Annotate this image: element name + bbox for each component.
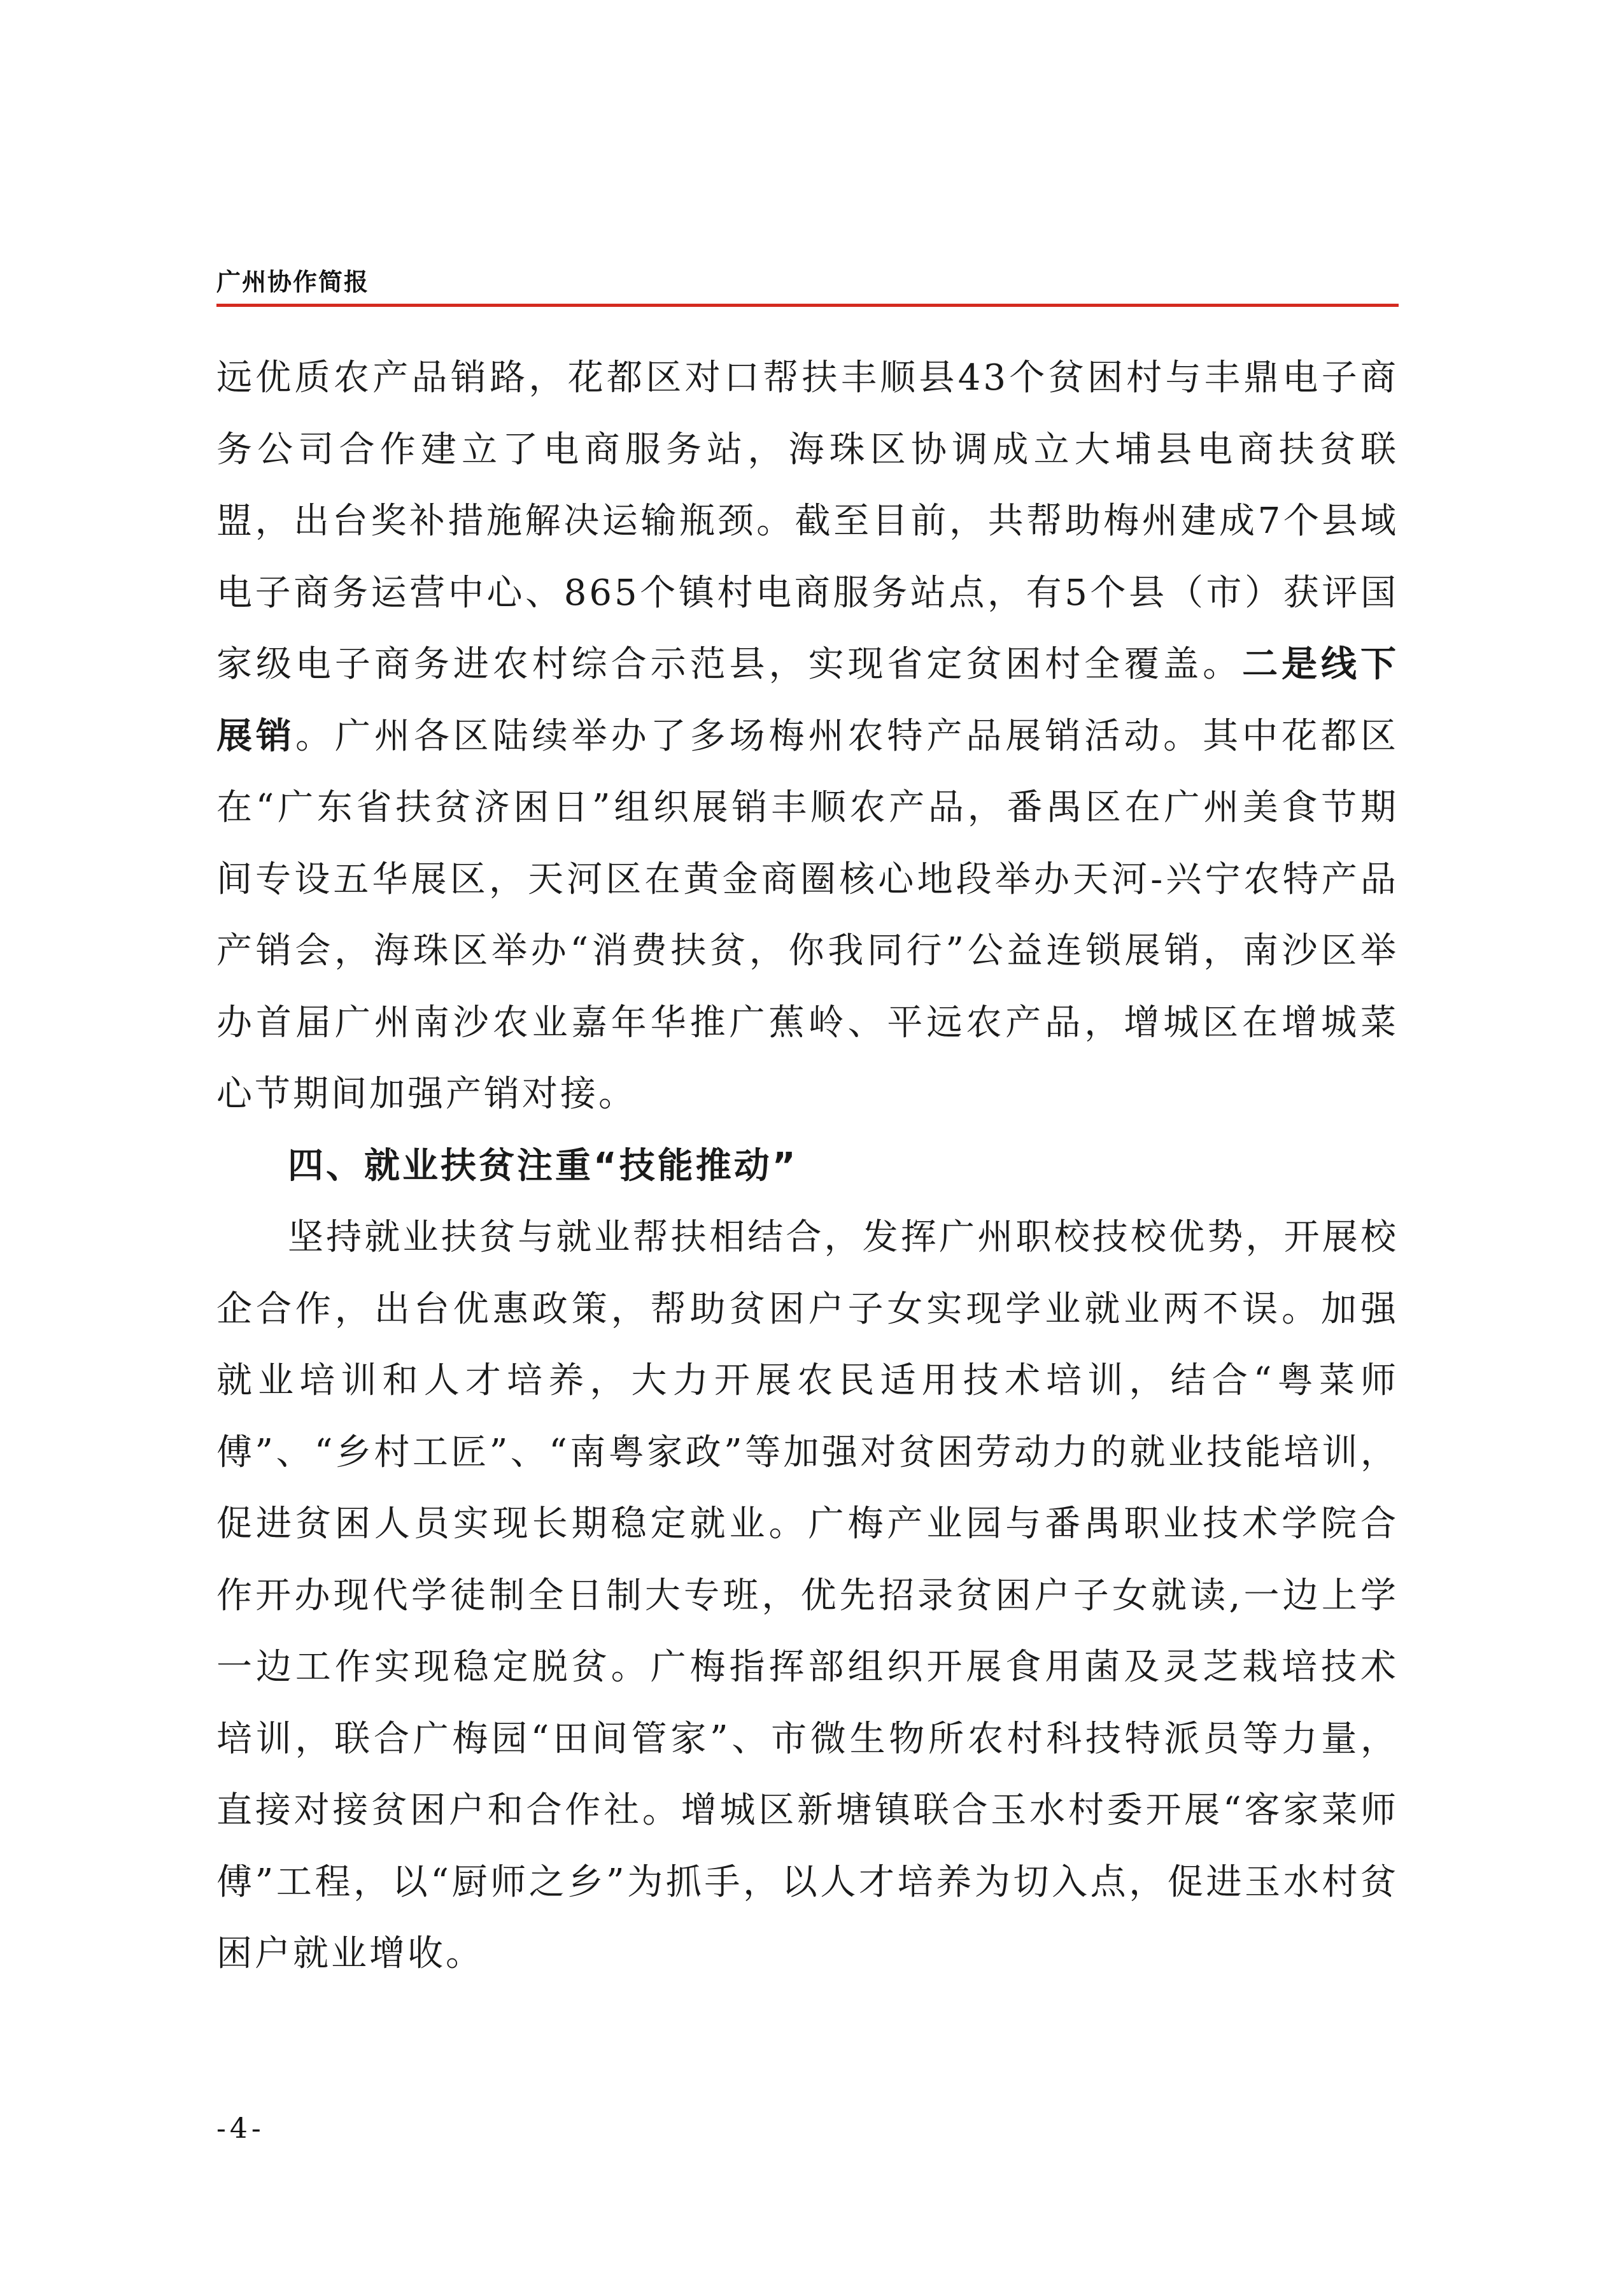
page-number: -4- — [216, 2112, 265, 2145]
paragraph-1-part-1: 远优质农产品销路，花都区对口帮扶丰顺县43个贫困村与丰鼎电子商务公司合作建立了电商服务站，海珠区协调成立大埔县电商扶贫联盟，出台奖补措施解决运输瓶颈。截至目前，共帮助梅州建成7个县域电子商务运营中心、865个镇村电商服务站点，有5个县（市）获评国家级电子商务进农村综合示范县，实现省定贫困村全覆盖。 — [216, 357, 1399, 685]
paragraph-1-bold-lead: 二是线下展销 — [216, 644, 1399, 757]
paragraph-1-part-2: 。广州各区陆续举办了多场梅州农特产品展销活动。其中花都区在“广东省扶贫济困日”组织展销丰顺农产品，番禺区在广州美食节期间专设五华展区，天河区在黄金商圈核心地段举办天河-兴宁农特产品产销会，海珠区举办“消费扶贫，你我同行”公益连锁展销，南沙区举办首届广州南沙农业嘉年华推广蕉岭、平远农产品，增城区在增城菜心节期间加强产销对接。 — [216, 715, 1399, 1115]
body-text — [216, 343, 1399, 1990]
paragraph-1 — [216, 343, 1399, 1131]
header-rule — [216, 304, 1399, 307]
section-heading: 四、就业扶贫注重“技能推动” — [288, 1145, 798, 1187]
header-title: 广州协作简报 — [216, 267, 370, 296]
paragraph-2: 坚持就业扶贫与就业帮扶相结合，发挥广州职校技校优势，开展校企合作，出台优惠政策，帮助贫困户子女实现学业就业两不误。加强就业培训和人才培养，大力开展农民适用技术培训，结合“粤菜师傅”、“乡村工匠”、“南粤家政”等加强对贫困劳动力的就业技能培训，促进贫困人员实现长期稳定就业。广梅产业园与番禺职业技术学院合作开办现代学徒制全日制大专班，优先招录贫困户子女就读,一边上学一边工作实现稳定脱贫。广梅指挥部组织开展食用菌及灵芝栽培技术培训，联合广梅园“田间管家”、市微生物所农村科技特派员等力量，直接对接贫困户和合作社。增城区新塘镇联合玉水村委开展“客家菜师傅”工程，以“厨师之乡”为抓手，以人才培养为切入点，促进玉水村贫困户就业增收。 — [216, 1217, 1399, 1974]
